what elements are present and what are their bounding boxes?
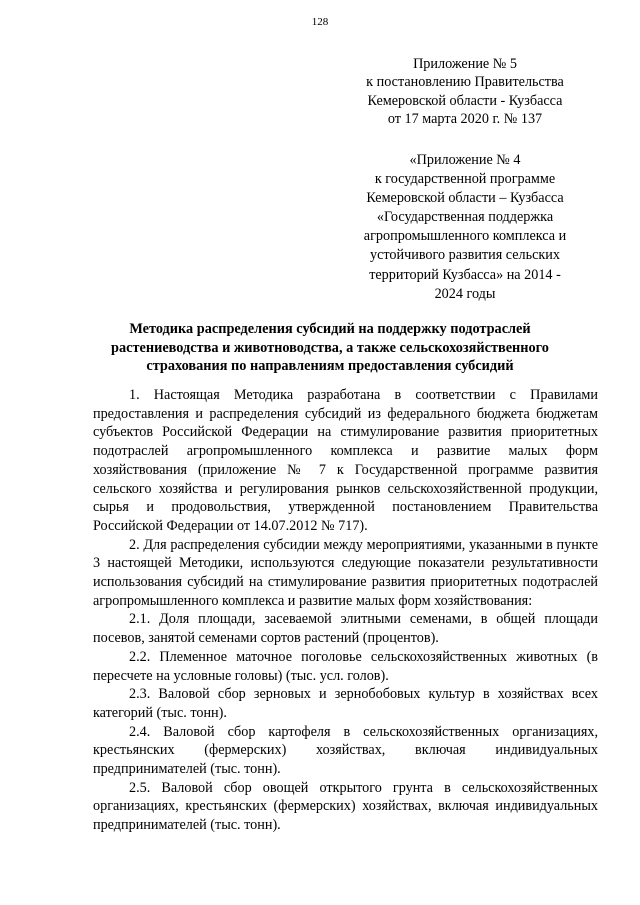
appendix-5-header (335, 55, 595, 129)
paragraph-2-5: 2.5. Валовой сбор овощей открытого грунта в сельскохозяйственных организациях, крестьянских (фермерских) хозяйствах, включая индивидуальных предпринимателей (тыс. тонн). (93, 779, 598, 834)
appendix-4-line: «Государственная поддержка (376, 209, 554, 226)
appendix-5-line: к постановлению Правительства (366, 74, 564, 91)
paragraph-2: 2. Для распределения субсидии между мероприятиями, указанными в пункте 3 настоящей Методики, используются следующие показатели результативности использования субсидий на стимулирование развития приоритетных подотраслей агропромышленного комплекса и развитие малых форм хозяйствования: (93, 536, 598, 609)
appendix-4-line: агропромышленного комплекса и (363, 228, 567, 245)
title-line: страхования по направлениям предоставления субсидий (146, 358, 514, 375)
page-number: 128 (311, 16, 329, 28)
appendix-4-header (335, 151, 595, 304)
appendix-4-line: Кемеровской области – Кузбасса (366, 190, 564, 207)
paragraph-2-3: 2.3. Валовой сбор зерновых и зернобобовых культур в хозяйствах всех категорий (тыс. тонн). (93, 686, 598, 721)
appendix-4-line: устойчивого развития сельских (370, 247, 560, 264)
appendix-4-line: территорий Кузбасса» на 2014 - (369, 266, 561, 283)
title-line: Методика распределения субсидий на поддержку подотраслей (129, 321, 531, 337)
appendix-5-line: Кемеровской области - Кузбасса (367, 92, 563, 109)
appendix-5-line: от 17 марта 2020 г. № 137 (387, 111, 543, 128)
paragraph-1: 1. Настоящая Методика разработана в соответствии с Правилами предоставления и распределения субсидий из федерального бюджета бюджетам субъектов Российской Федерации на стимулирование развития приоритетных подотраслей агропромышленного комплекса и развитие малых форм хозяйствования (приложение № 7 к Государственной программе развития сельского хозяйства и регулирования рынков сельскохозяйственной продукции, сырья и продовольствия, утвержденной постановлением Правительства Российской Федерации от 14.07.2012 № 717). (93, 387, 598, 534)
appendix-4-line: к государственной программе (374, 171, 556, 188)
appendix-4-line: «Приложение № 4 (409, 152, 521, 168)
title-line: растениеводства и животноводства, а также сельскохозяйственного (111, 339, 549, 356)
paragraph-2-4: 2.4. Валовой сбор картофеля в сельскохозяйственных организациях, крестьянских (фермерских) хозяйствах, включая индивидуальных предпринимателей (тыс. тонн). (93, 723, 598, 778)
document-body (93, 386, 598, 835)
appendix-5-line: Приложение № 5 (413, 56, 517, 72)
document-title (80, 320, 580, 376)
paragraph-2-2: 2.2. Племенное маточное поголовье сельскохозяйственных животных (в пересчете на условные головы) (тыс. усл. голов). (93, 648, 598, 684)
paragraph-2-1: 2.1. Доля площади, засеваемой элитными семенами, в общей площади посевов, занятой семенами сортов растений (процентов). (93, 611, 598, 647)
appendix-4-line: 2024 годы (434, 285, 496, 302)
